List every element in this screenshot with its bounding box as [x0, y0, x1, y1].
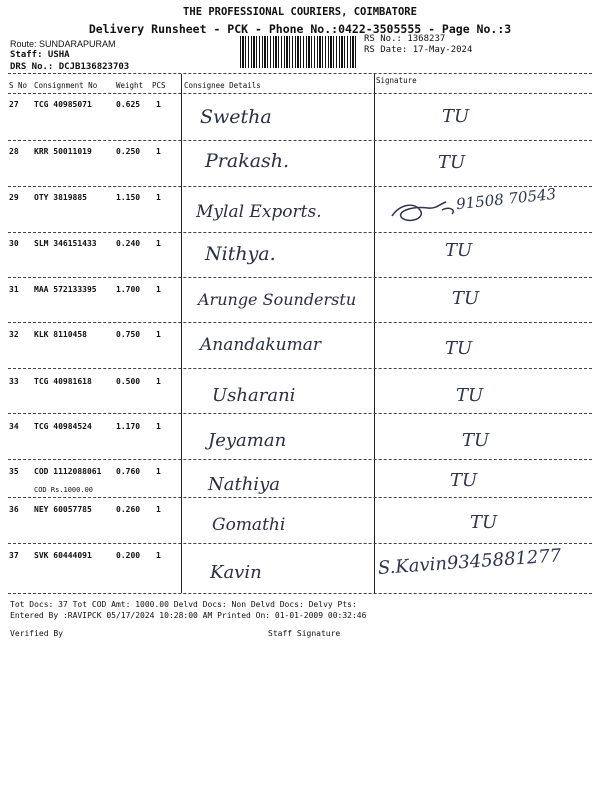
- row-pcs: 1: [156, 285, 161, 294]
- row-weight: 0.250: [116, 147, 141, 156]
- row-weight: 0.260: [116, 505, 141, 514]
- row-consignment: NEY 60057785: [34, 505, 92, 514]
- row-weight: 0.500: [116, 377, 141, 386]
- row-sno: 34: [9, 422, 19, 431]
- header-divider-top: [8, 73, 592, 74]
- row-divider: [8, 186, 592, 187]
- row-weight: 0.625: [116, 100, 141, 109]
- row-divider: [8, 593, 592, 594]
- column-header-signature: Signature: [376, 76, 417, 85]
- row-consignee-handwriting: Gomathi: [212, 515, 286, 535]
- rs-number: RS No.: 1368237: [364, 34, 446, 44]
- runsheet-subtitle: Delivery Runsheet - PCK - Phone No.:0422-3505555 - Page No.:3: [88, 22, 512, 36]
- row-consignment: COD 1112088061: [34, 467, 102, 476]
- row-consignment: KRR 50011019: [34, 147, 92, 156]
- row-sno: 37: [9, 551, 19, 560]
- row-signature: TU: [452, 288, 480, 309]
- row-weight: 0.760: [116, 467, 141, 476]
- row-sno: 30: [9, 239, 19, 248]
- row-divider: [8, 322, 592, 323]
- row-sno: 27: [9, 100, 19, 109]
- row-consignee-handwriting: Kavin: [210, 562, 262, 583]
- row-weight: 0.200: [116, 551, 141, 560]
- row-signature: TU: [462, 430, 490, 451]
- row-consignment: OTY 3819885: [34, 193, 87, 202]
- row-pcs: 1: [156, 330, 161, 339]
- row-pcs: 1: [156, 100, 161, 109]
- row-consignment: TCG 40981618: [34, 377, 92, 386]
- row-weight: 0.750: [116, 330, 141, 339]
- row-sno: 32: [9, 330, 19, 339]
- row-signature: TU: [438, 152, 466, 173]
- row-pcs: 1: [156, 467, 161, 476]
- row-signature: S.Kavin9345881277: [377, 545, 562, 579]
- row-consignee-handwriting: Anandakumar: [200, 335, 321, 355]
- row-pcs: 1: [156, 239, 161, 248]
- row-sno: 33: [9, 377, 19, 386]
- row-consignee-handwriting: Nithya.: [205, 243, 276, 265]
- row-divider: [8, 368, 592, 369]
- row-weight: 1.170: [116, 422, 141, 431]
- route-label: Route: SUNDARAPURAM: [10, 39, 116, 49]
- row-consignment: MAA 572133395: [34, 285, 97, 294]
- row-consignment: SVK 60444091: [34, 551, 92, 560]
- row-consignment: KLK 8110458: [34, 330, 87, 339]
- row-consignee-handwriting: Jeyaman: [208, 430, 287, 451]
- row-sno: 28: [9, 147, 19, 156]
- row-pcs: 1: [156, 505, 161, 514]
- staff-label: Staff: USHA: [10, 50, 70, 60]
- verified-by-label: Verified By: [10, 629, 63, 638]
- cod-amount: COD Rs.1000.00: [34, 486, 94, 494]
- row-signature: 91508 70543: [455, 184, 557, 214]
- row-weight: 1.150: [116, 193, 141, 202]
- column-header-consignee: Consignee Details: [184, 81, 261, 90]
- row-pcs: 1: [156, 551, 161, 560]
- row-divider: [8, 232, 592, 233]
- row-pcs: 1: [156, 147, 161, 156]
- row-signature: TU: [470, 512, 498, 533]
- staff-signature-label: Staff Signature: [268, 629, 341, 638]
- row-divider: [8, 543, 592, 544]
- row-consignee-handwriting: Nathiya: [208, 474, 280, 495]
- column-header-weight: Weight: [116, 81, 144, 90]
- row-signature: TU: [445, 338, 473, 359]
- row-sno: 29: [9, 193, 19, 202]
- row-sno: 31: [9, 285, 19, 294]
- row-weight: 1.700: [116, 285, 141, 294]
- column-header-sno: S No: [9, 81, 28, 90]
- row-signature: TU: [445, 240, 473, 261]
- row-consignee-handwriting: Arunge Sounderstu: [198, 290, 357, 309]
- row-signature: TU: [442, 106, 470, 127]
- row-divider: [8, 497, 592, 498]
- row-consignment: TCG 40985071: [34, 100, 92, 109]
- barcode-image: [240, 36, 358, 68]
- column-divider-consignee: [181, 74, 182, 593]
- row-pcs: 1: [156, 193, 161, 202]
- row-divider: [8, 140, 592, 141]
- row-divider: [8, 459, 592, 460]
- row-sno: 35: [9, 467, 19, 476]
- rs-date: RS Date: 17-May-2024: [364, 45, 473, 55]
- row-consignee-handwriting: Prakash.: [205, 150, 290, 172]
- drs-number: DRS No.: DCJB136823703: [10, 62, 130, 72]
- totals-line: Tot Docs: 37 Tot COD Amt: 1000.00 Delvd Docs: Non Delvd Docs: Delvy Pts:: [10, 600, 357, 609]
- column-divider-signature: [374, 74, 375, 593]
- row-sno: 36: [9, 505, 19, 514]
- entered-by-line: Entered By :RAVIPCK 05/17/2024 10:28:00 AM Printed On: 01-01-2009 00:32:46: [10, 611, 367, 620]
- row-signature: TU: [450, 470, 478, 491]
- row-weight: 0.240: [116, 239, 141, 248]
- row-consignment: SLM 346151433: [34, 239, 97, 248]
- header-divider-bottom: [8, 93, 592, 94]
- row-pcs: 1: [156, 422, 161, 431]
- row-consignee-handwriting: Mylal Exports.: [196, 202, 322, 222]
- row-consignment: TCG 40984524: [34, 422, 92, 431]
- row-divider: [8, 413, 592, 414]
- row-consignee-handwriting: Swetha: [200, 106, 272, 128]
- column-header-consignment: Consignment No: [34, 81, 98, 90]
- row-pcs: 1: [156, 377, 161, 386]
- row-signature: TU: [456, 385, 484, 406]
- row-divider: [8, 277, 592, 278]
- row-consignee-handwriting: Usharani: [212, 385, 296, 406]
- company-title: THE PROFESSIONAL COURIERS, COIMBATORE: [183, 6, 417, 18]
- column-header-pcs: PCS: [152, 81, 166, 90]
